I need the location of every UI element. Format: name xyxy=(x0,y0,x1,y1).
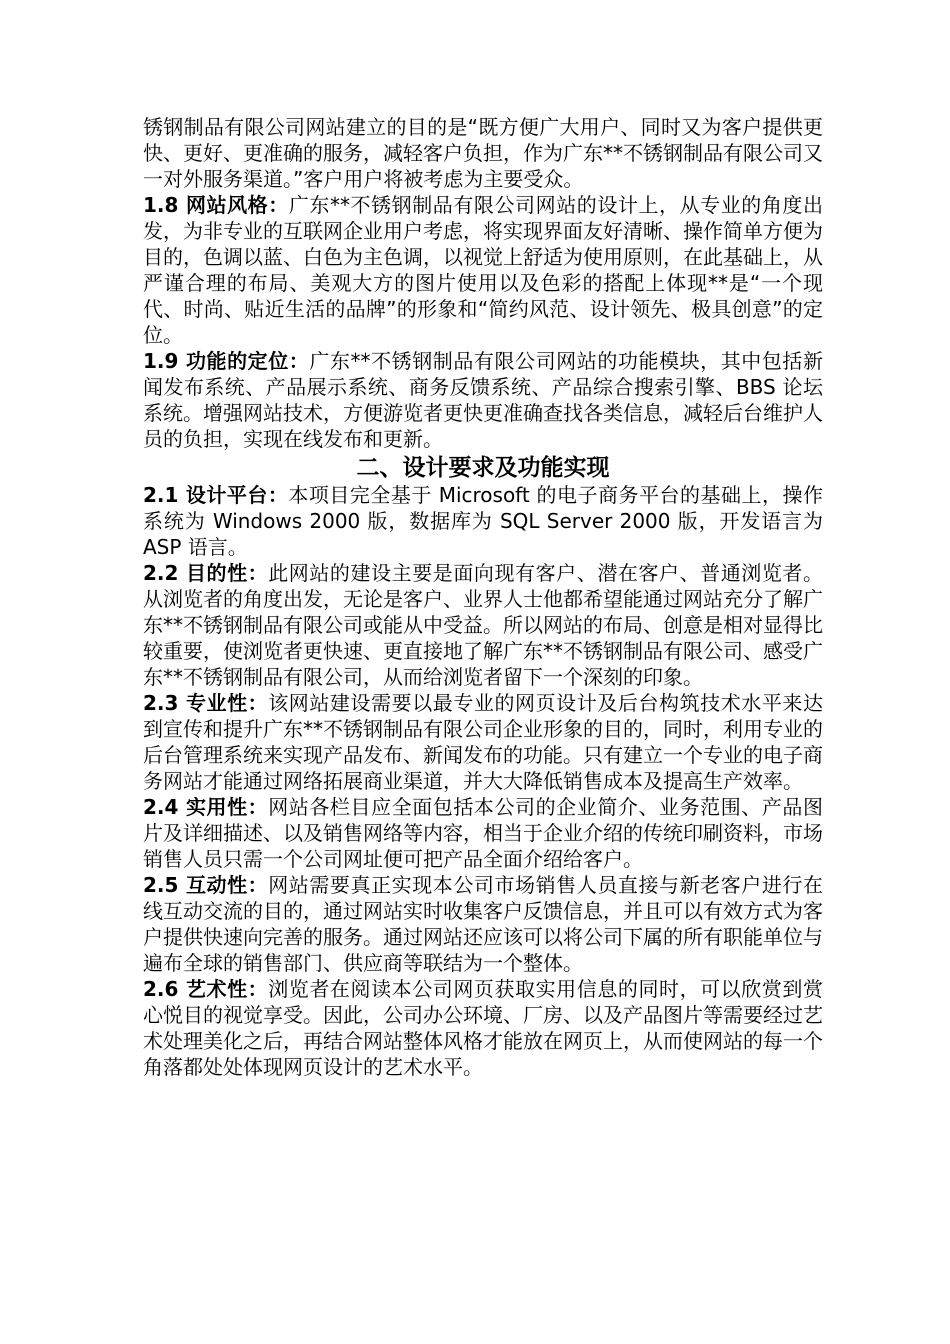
section-2-5-paragraph xyxy=(143,872,823,976)
chapter-2-heading: 二、设计要求及功能实现 xyxy=(356,455,610,481)
document-page xyxy=(143,114,823,1080)
section-2-4-text: 网站各栏目应全面包括本公司的企业简介、业务范围、产品图片及详细描述、以及销售网络等内容，相当于企业介绍的传统印刷资料，市场销售人员只需一个公司网址便可把产品全面介绍给客户。 xyxy=(143,795,823,871)
section-2-3-paragraph xyxy=(143,690,823,794)
section-1-8-text: 广东**不锈钢制品有限公司网站的设计上，从专业的角度出发，为非专业的互联网企业用户考虑，将实现界面友好清晰、操作简单方便为目的，色调以蓝、白色为主色调，以视觉上舒适为使用原则，在此基础上，从严谨合理的布局、美观大方的图片使用以及色彩的搭配上体现**是“一个现代、时尚、贴近生活的品牌”的形象和“简约风范、设计领先、极具创意”的定位。 xyxy=(143,193,824,347)
section-1-8-paragraph xyxy=(143,192,823,348)
section-2-2-text: 此网站的建设主要是面向现有客户、潜在客户、普通浏览者。从浏览者的角度出发，无论是客户、业界人士他都希望能通过网站充分了解广东**不锈钢制品有限公司或能从中受益。所以网站的布局、创意是相对显得比较重要，使浏览者更快速、更直接地了解广东**不锈钢制品有限公司、感受广东**不锈钢制品有限公司，从而给浏览者留下一个深刻的印象。 xyxy=(143,561,823,689)
section-2-6-text: 浏览者在阅读本公司网页获取实用信息的同时，可以欣赏到赏心悦目的视觉享受。因此，公司办公环境、厂房、以及产品图片等需要经过艺术处理美化之后，再结合网站整体风格才能放在网页上，从而使网站的每一个角落都处处体现网页设计的艺术水平。 xyxy=(143,977,823,1079)
section-2-5-text: 网站需要真正实现本公司市场销售人员直接与新老客户进行在线互动交流的目的，通过网站实时收集客户反馈信息，并且可以有效方式为客户提供快速向完善的服务。通过网站还应该可以将公司下属的所有职能单位与遍布全球的销售部门、供应商等联结为一个整体。 xyxy=(143,873,823,975)
section-2-1-paragraph xyxy=(143,482,823,560)
section-2-1-text: 本项目完全基于 Microsoft 的电子商务平台的基础上，操作系统为 Windows 2000 版，数据库为 SQL Server 2000 版，开发语言为 ASP 语言。 xyxy=(143,483,823,559)
section-2-4-label: 2.4 实用性： xyxy=(143,795,269,819)
section-2-1-label: 2.1 设计平台： xyxy=(143,483,289,507)
section-2-2-paragraph xyxy=(143,560,823,690)
section-1-9-label: 1.9 功能的定位： xyxy=(143,349,310,373)
section-2-2-label: 2.2 目的性： xyxy=(143,561,269,585)
section-1-8-label: 1.8 网站风格： xyxy=(143,193,289,217)
section-2-3-label: 2.3 专业性： xyxy=(143,691,269,715)
section-2-5-label: 2.5 互动性： xyxy=(143,873,269,897)
intro-paragraph: 锈钢制品有限公司网站建立的目的是“既方便广大用户、同时又为客户提供更快、更好、更准确的服务，减轻客户负担，作为广东**不锈钢制品有限公司又一对外服务渠道。”客户用户将被考虑为主要受众。 xyxy=(143,115,823,191)
section-2-4-paragraph xyxy=(143,794,823,872)
section-2-6-paragraph xyxy=(143,976,823,1080)
section-2-6-label: 2.6 艺术性： xyxy=(143,977,269,1001)
section-1-9-text: 广东**不锈钢制品有限公司网站的功能模块，其中包括新闻发布系统、产品展示系统、商务反馈系统、产品综合搜索引擎、BBS 论坛系统。增强网站技术，方便游览者更快更准确查找各类信息，减轻后台维护人员的负担，实现在线发布和更新。 xyxy=(143,349,823,451)
section-2-3-text: 该网站建设需要以最专业的网页设计及后台构筑技术水平来达到宣传和提升广东**不锈钢制品有限公司企业形象的目的，同时，利用专业的后台管理系统来实现产品发布、新闻发布的功能。只有建立一个专业的电子商务网站才能通过网络拓展商业渠道，并大大降低销售成本及提高生产效率。 xyxy=(143,691,823,793)
section-1-9-paragraph xyxy=(143,348,823,452)
